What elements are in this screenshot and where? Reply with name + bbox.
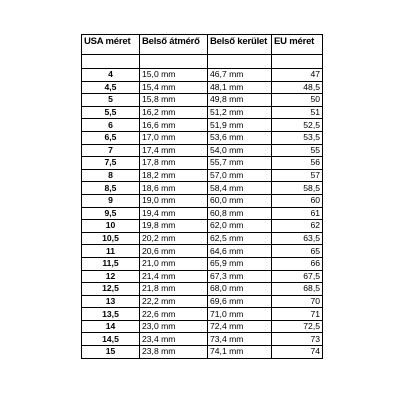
- eu-size-cell: 58,5: [272, 182, 323, 195]
- header-eu-size: EU méret: [272, 35, 323, 55]
- eu-size-cell: 62: [272, 220, 323, 233]
- inner-circumference-cell: 51,9 mm: [208, 119, 272, 132]
- usa-size-cell: 8: [82, 169, 140, 182]
- usa-size-cell: 5: [82, 94, 140, 107]
- inner-diameter-cell: 17,0 mm: [140, 131, 208, 144]
- usa-size-cell: 11: [82, 245, 140, 258]
- eu-size-cell: 50: [272, 94, 323, 107]
- inner-circumference-cell: 62,5 mm: [208, 232, 272, 245]
- inner-diameter-cell: 21,8 mm: [140, 283, 208, 296]
- table-row: [82, 94, 323, 107]
- table-row: [82, 182, 323, 195]
- usa-size-cell: 7: [82, 144, 140, 157]
- eu-size-cell: 72,5: [272, 320, 323, 333]
- inner-circumference-cell: 49,8 mm: [208, 94, 272, 107]
- usa-size-cell: 13: [82, 295, 140, 308]
- inner-diameter-cell: 17,4 mm: [140, 144, 208, 157]
- inner-circumference-cell: 54,0 mm: [208, 144, 272, 157]
- eu-size-cell: 67,5: [272, 270, 323, 283]
- usa-size-cell: 11,5: [82, 257, 140, 270]
- eu-size-cell: 56: [272, 157, 323, 170]
- table-row: [82, 320, 323, 333]
- table-row: [82, 131, 323, 144]
- usa-size-cell: 12: [82, 270, 140, 283]
- inner-circumference-cell: 60,0 mm: [208, 194, 272, 207]
- table-header-row: [82, 35, 323, 55]
- inner-diameter-cell: 16,6 mm: [140, 119, 208, 132]
- inner-diameter-cell: 22,2 mm: [140, 295, 208, 308]
- inner-diameter-cell: 21,4 mm: [140, 270, 208, 283]
- inner-diameter-cell: 21,0 mm: [140, 257, 208, 270]
- usa-size-cell: 10,5: [82, 232, 140, 245]
- eu-size-cell: 70: [272, 295, 323, 308]
- eu-size-cell: 63,5: [272, 232, 323, 245]
- table-row: [82, 157, 323, 170]
- eu-size-cell: 61: [272, 207, 323, 220]
- inner-diameter-cell: 18,2 mm: [140, 169, 208, 182]
- inner-diameter-cell: 15,4 mm: [140, 81, 208, 94]
- eu-size-cell: 71: [272, 308, 323, 321]
- inner-diameter-cell: 19,4 mm: [140, 207, 208, 220]
- inner-circumference-cell: 62,0 mm: [208, 220, 272, 233]
- eu-size-cell: 65: [272, 245, 323, 258]
- table-row: [82, 106, 323, 119]
- empty-cell: [140, 55, 208, 69]
- inner-diameter-cell: 23,8 mm: [140, 346, 208, 359]
- usa-size-cell: 14,5: [82, 333, 140, 346]
- usa-size-cell: 9,5: [82, 207, 140, 220]
- eu-size-cell: 48,5: [272, 81, 323, 94]
- inner-circumference-cell: 57,0 mm: [208, 169, 272, 182]
- table-row: [82, 207, 323, 220]
- table-row: [82, 346, 323, 359]
- eu-size-cell: 52,5: [272, 119, 323, 132]
- inner-circumference-cell: 69,6 mm: [208, 295, 272, 308]
- inner-diameter-cell: 20,2 mm: [140, 232, 208, 245]
- inner-circumference-cell: 71,0 mm: [208, 308, 272, 321]
- inner-circumference-cell: 73,4 mm: [208, 333, 272, 346]
- inner-diameter-cell: 15,8 mm: [140, 94, 208, 107]
- inner-circumference-cell: 72,4 mm: [208, 320, 272, 333]
- empty-cell: [272, 55, 323, 69]
- inner-diameter-cell: 23,4 mm: [140, 333, 208, 346]
- inner-diameter-cell: 16,2 mm: [140, 106, 208, 119]
- inner-diameter-cell: 19,8 mm: [140, 220, 208, 233]
- usa-size-cell: 6,5: [82, 131, 140, 144]
- eu-size-cell: 66: [272, 257, 323, 270]
- inner-diameter-cell: 17,8 mm: [140, 157, 208, 170]
- inner-circumference-cell: 58,4 mm: [208, 182, 272, 195]
- table-row: [82, 283, 323, 296]
- table-row: [82, 194, 323, 207]
- usa-size-cell: 6: [82, 119, 140, 132]
- eu-size-cell: 74: [272, 346, 323, 359]
- usa-size-cell: 7,5: [82, 157, 140, 170]
- usa-size-cell: 4: [82, 69, 140, 82]
- table-row: [82, 69, 323, 82]
- eu-size-cell: 57: [272, 169, 323, 182]
- eu-size-cell: 68,5: [272, 283, 323, 296]
- inner-circumference-cell: 60,8 mm: [208, 207, 272, 220]
- eu-size-cell: 60: [272, 194, 323, 207]
- eu-size-cell: 51: [272, 106, 323, 119]
- usa-size-cell: 14: [82, 320, 140, 333]
- inner-circumference-cell: 51,2 mm: [208, 106, 272, 119]
- header-inner-circumference: Belső kerület: [208, 35, 272, 55]
- table-row: [82, 144, 323, 157]
- inner-diameter-cell: 23,0 mm: [140, 320, 208, 333]
- inner-diameter-cell: 18,6 mm: [140, 182, 208, 195]
- usa-size-cell: 8,5: [82, 182, 140, 195]
- header-usa-size: USA méret: [82, 35, 140, 55]
- inner-circumference-cell: 65,9 mm: [208, 257, 272, 270]
- eu-size-cell: 55: [272, 144, 323, 157]
- table-row: [82, 232, 323, 245]
- usa-size-cell: 13,5: [82, 308, 140, 321]
- eu-size-cell: 53,5: [272, 131, 323, 144]
- table-row: [82, 119, 323, 132]
- usa-size-cell: 5,5: [82, 106, 140, 119]
- inner-circumference-cell: 46,7 mm: [208, 69, 272, 82]
- inner-diameter-cell: 20,6 mm: [140, 245, 208, 258]
- table-row: [82, 270, 323, 283]
- table-row: [82, 220, 323, 233]
- inner-diameter-cell: 19,0 mm: [140, 194, 208, 207]
- inner-circumference-cell: 74,1 mm: [208, 346, 272, 359]
- table-row: [82, 333, 323, 346]
- usa-size-cell: 15: [82, 346, 140, 359]
- eu-size-cell: 73: [272, 333, 323, 346]
- empty-cell: [82, 55, 140, 69]
- usa-size-cell: 10: [82, 220, 140, 233]
- usa-size-cell: 12,5: [82, 283, 140, 296]
- empty-cell: [208, 55, 272, 69]
- table-row: [82, 245, 323, 258]
- table-row: [82, 308, 323, 321]
- ring-size-table: [81, 34, 323, 359]
- inner-circumference-cell: 64,6 mm: [208, 245, 272, 258]
- inner-circumference-cell: 55,7 mm: [208, 157, 272, 170]
- usa-size-cell: 4,5: [82, 81, 140, 94]
- eu-size-cell: 47: [272, 69, 323, 82]
- inner-circumference-cell: 48,1 mm: [208, 81, 272, 94]
- empty-row: [82, 55, 323, 69]
- usa-size-cell: 9: [82, 194, 140, 207]
- table-row: [82, 169, 323, 182]
- inner-circumference-cell: 68,0 mm: [208, 283, 272, 296]
- inner-circumference-cell: 53,6 mm: [208, 131, 272, 144]
- inner-diameter-cell: 22,6 mm: [140, 308, 208, 321]
- table-row: [82, 295, 323, 308]
- inner-circumference-cell: 67,3 mm: [208, 270, 272, 283]
- table-row: [82, 257, 323, 270]
- header-inner-diameter: Belső átmérő: [140, 35, 208, 55]
- table-body: [82, 55, 323, 359]
- inner-diameter-cell: 15,0 mm: [140, 69, 208, 82]
- table-row: [82, 81, 323, 94]
